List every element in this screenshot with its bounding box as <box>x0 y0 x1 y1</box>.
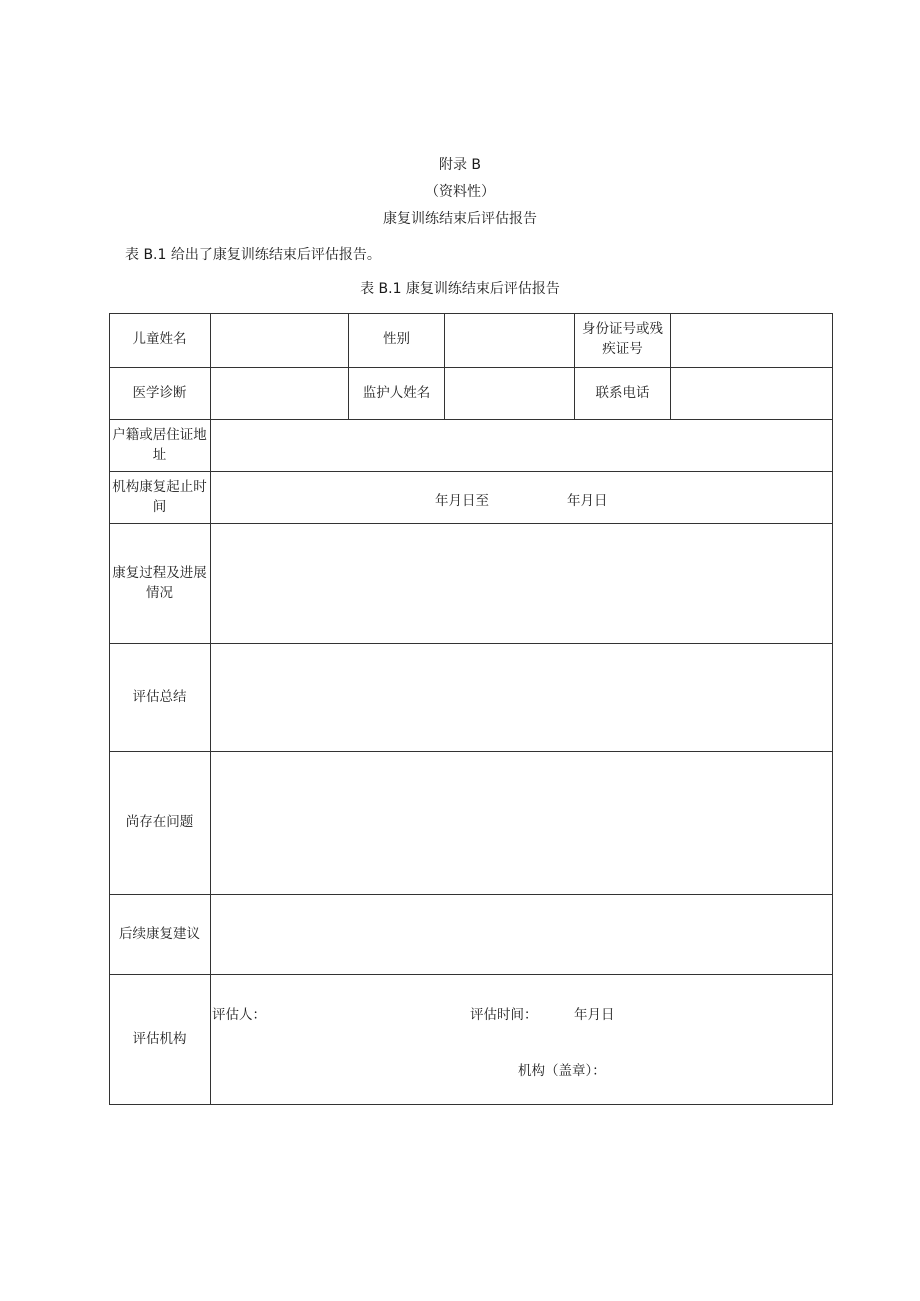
appendix-title: 附录 B <box>438 157 482 173</box>
address-field[interactable] <box>211 420 833 472</box>
phone-field[interactable] <box>671 368 833 420</box>
id-number-label: 身份证号或残疾证号 <box>575 313 671 368</box>
intro-text: 表 B.1 给出了康复训练结束后评估报告。 <box>125 247 381 263</box>
summary-label: 评估总结 <box>109 644 211 752</box>
rehab-period-field[interactable] <box>211 472 833 524</box>
seal-label: 机构（盖章）： <box>518 1063 606 1079</box>
id-number-field[interactable] <box>671 313 833 368</box>
process-field[interactable] <box>211 524 833 644</box>
process-label: 康复过程及进展情况 <box>109 524 211 644</box>
period-from-text: 年月日至 <box>435 493 489 509</box>
institution-label: 评估机构 <box>109 975 211 1105</box>
suggestions-label: 后续康复建议 <box>109 895 211 975</box>
guardian-name-field[interactable] <box>445 368 575 420</box>
child-name-label: 儿童姓名 <box>109 313 211 368</box>
suggestions-field[interactable] <box>211 895 833 975</box>
child-name-field[interactable] <box>211 313 349 368</box>
gender-field[interactable] <box>445 313 575 368</box>
gender-label: 性别 <box>349 313 445 368</box>
diagnosis-label: 医学诊断 <box>109 368 211 420</box>
institution-field[interactable] <box>211 975 833 1105</box>
guardian-name-label: 监护人姓名 <box>349 368 445 420</box>
diagnosis-field[interactable] <box>211 368 349 420</box>
table-caption: 表 B.1 康复训练结束后评估报告 <box>360 281 560 297</box>
issues-field[interactable] <box>211 752 833 895</box>
period-to-text: 年月日 <box>567 493 608 509</box>
address-label: 户籍或居住证地址 <box>109 420 211 472</box>
assessor-label: 评估人： <box>212 1007 266 1023</box>
appendix-nature: （资料性） <box>425 184 495 200</box>
page-title: 康复训练结束后评估报告 <box>383 211 537 227</box>
rehab-period-label: 机构康复起止时间 <box>109 472 211 524</box>
phone-label: 联系电话 <box>575 368 671 420</box>
summary-field[interactable] <box>211 644 833 752</box>
assess-time-label: 评估时间： <box>470 1007 538 1023</box>
assess-date-text: 年月日 <box>574 1007 615 1023</box>
issues-label: 尚存在问题 <box>109 752 211 895</box>
